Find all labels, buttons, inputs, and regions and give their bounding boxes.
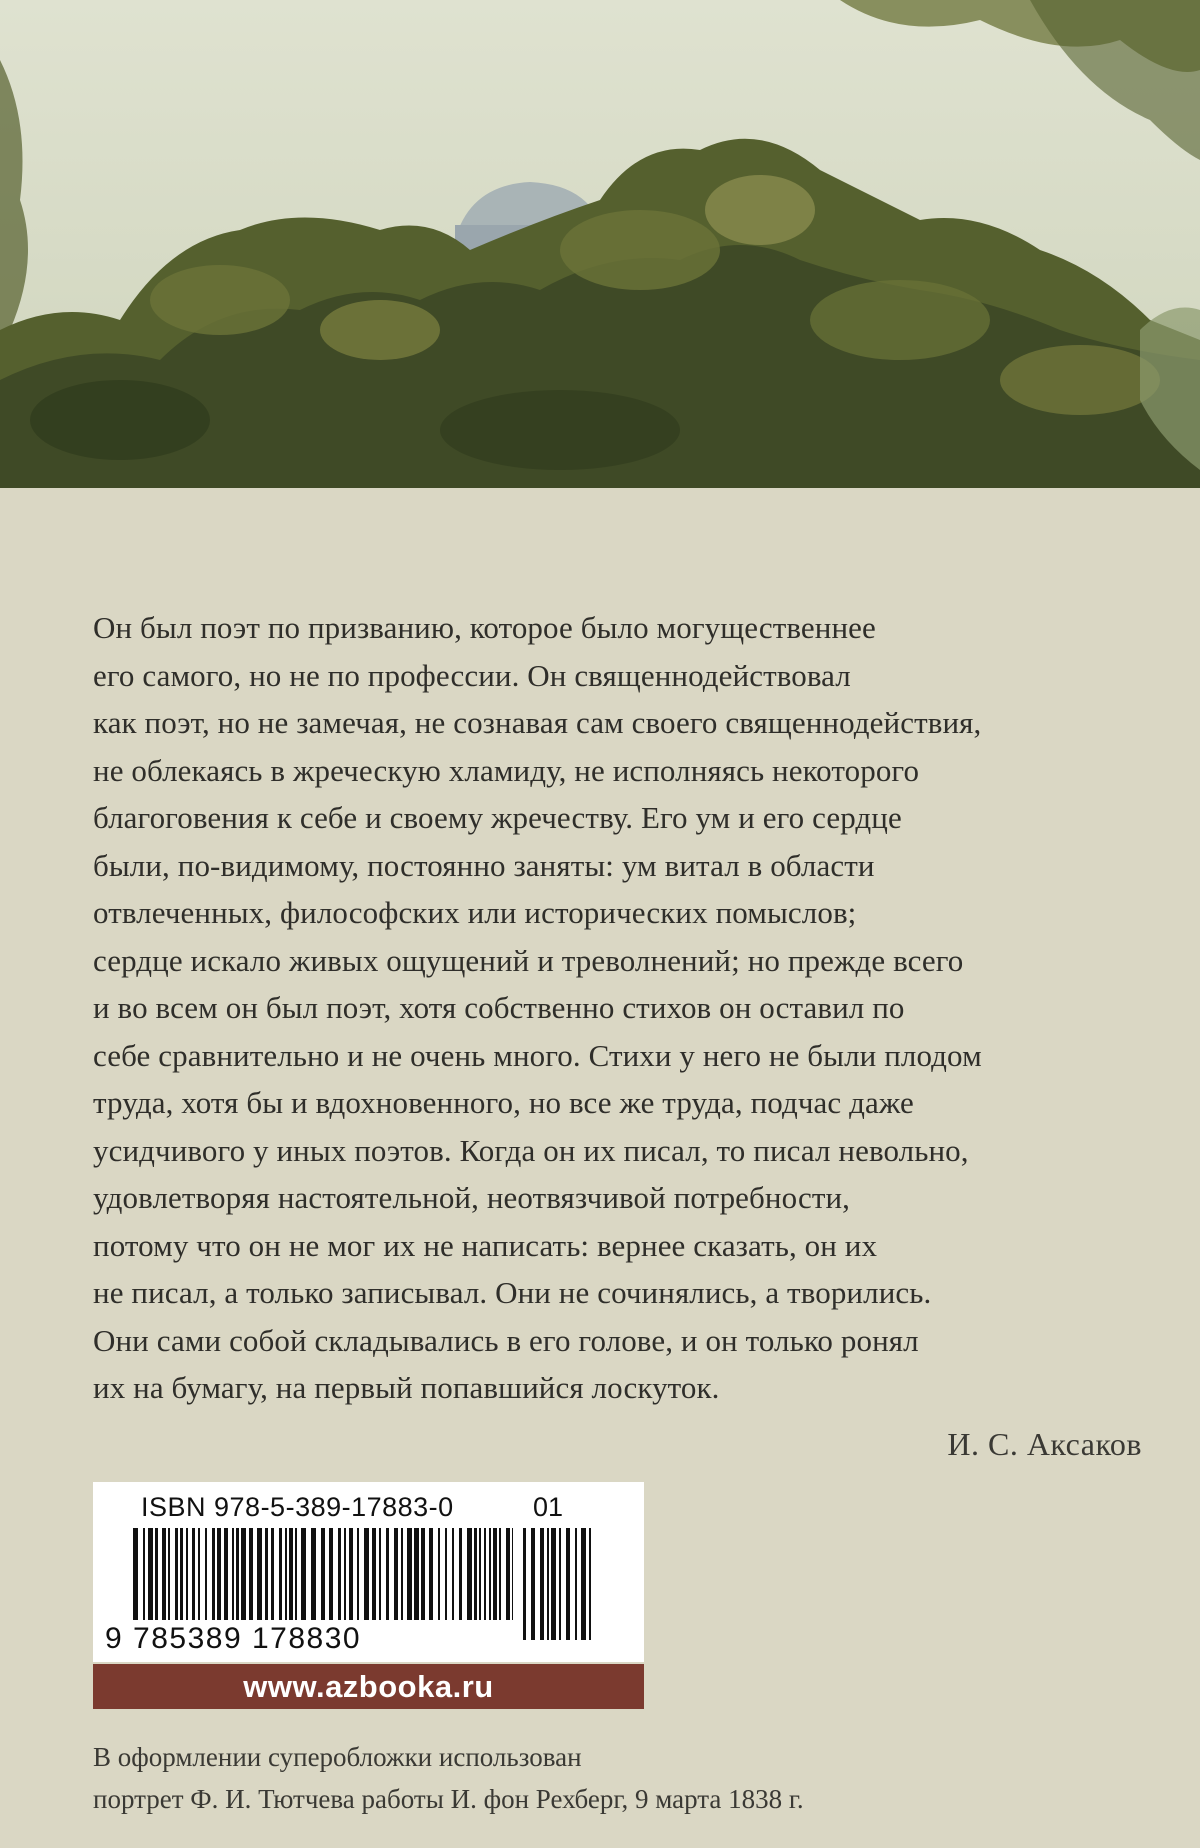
quote-line: удовлетворяя настоятельной, неотвязчивой потребности, — [93, 1180, 851, 1215]
quote-line: его самого, но не по профессии. Он священнодействовал — [93, 657, 851, 693]
quote-line: не облекаясь в жреческую хламиду, не исполняясь некоторого — [93, 752, 920, 788]
barcode-bar — [551, 1528, 556, 1640]
barcode-bar — [386, 1528, 389, 1620]
quote-line: как поэт, но не замечая, не сознавая сам своего священнодействия, — [93, 705, 982, 740]
credit-line: портрет Ф. И. Тютчева работы И. фон Рехберг, 9 марта 1838 г. — [93, 1784, 804, 1814]
barcode-bar — [249, 1528, 253, 1620]
barcode-bar — [581, 1528, 586, 1640]
barcode-bar — [493, 1528, 497, 1620]
barcode-bar — [575, 1528, 577, 1640]
barcode-bar — [175, 1528, 178, 1620]
barcode-bar — [372, 1528, 376, 1620]
isbn-addon-label: 01 — [533, 1492, 564, 1522]
quote-line: благоговения к себе и своему жречеству. Его ум и его сердце — [93, 800, 902, 835]
barcode-bar — [143, 1528, 145, 1620]
barcode-bar — [217, 1528, 221, 1620]
cover-credit — [93, 1736, 804, 1820]
barcode-bar — [438, 1528, 440, 1620]
quote-line: усидчивого у иных поэтов. Когда он их писал, то писал невольно, — [93, 1132, 969, 1168]
barcode-bar — [394, 1528, 398, 1620]
barcode-bar — [186, 1528, 188, 1620]
barcode-bar — [429, 1528, 433, 1620]
barcode-bar — [148, 1528, 153, 1620]
quote-line: потому что он не мог их не написать: вернее сказать, он их — [93, 1227, 878, 1263]
barcode-bar — [540, 1528, 544, 1640]
isbn-label: ISBN 978-5-389-17883-0 — [141, 1492, 454, 1522]
cover-landscape-painting — [0, 0, 1200, 488]
barcode-bar — [589, 1528, 591, 1640]
barcode-bar — [295, 1528, 297, 1620]
barcode-bar — [133, 1528, 138, 1620]
barcode-bar — [338, 1528, 341, 1620]
quote-line: не писал, а только записывал. Они не сочинялись, а творились. — [93, 1275, 932, 1310]
barcode-bar — [479, 1528, 481, 1620]
barcode-bar — [531, 1528, 535, 1640]
barcode-bar — [452, 1528, 454, 1620]
quote-line: их на бумагу, на первый попавшийся лоскуток. — [93, 1370, 720, 1405]
barcode-bar — [379, 1528, 381, 1620]
barcode-bar — [289, 1528, 293, 1620]
barcode-bar — [271, 1528, 274, 1620]
barcode-bar — [467, 1528, 472, 1620]
barcode-bar — [321, 1528, 325, 1620]
barcode-addon-bars — [523, 1528, 613, 1640]
quote-author: И. С. Аксаков — [947, 1426, 1142, 1462]
barcode-bar — [523, 1528, 526, 1640]
barcode-bar — [357, 1528, 359, 1620]
barcode-bar — [301, 1528, 306, 1620]
barcode-bar — [547, 1528, 549, 1640]
quote-line: сердце искало живых ощущений и треволнений; но прежде всего — [93, 942, 964, 978]
quote-line: себе сравнительно и не очень много. Стихи у него не были плодом — [93, 1037, 982, 1073]
barcode-bar — [155, 1528, 158, 1620]
barcode-bar — [364, 1528, 369, 1620]
barcode-bars — [133, 1528, 513, 1620]
barcode-bar — [311, 1528, 316, 1620]
barcode-bar — [232, 1528, 234, 1620]
barcode-bar — [421, 1528, 425, 1620]
quote-line: Он был поэт по призванию, которое было могущественнее — [93, 610, 876, 645]
publisher-website-link[interactable]: www.azbooka.ru — [93, 1664, 644, 1709]
barcode-bar — [484, 1528, 486, 1620]
barcode-bar — [192, 1528, 195, 1620]
quote-line: были, по-видимому, постоянно заняты: ум витал в области — [93, 847, 875, 883]
credit-line: В оформлении суперобложки использован — [93, 1742, 582, 1772]
barcode-bar — [566, 1528, 570, 1640]
barcode-bar — [224, 1528, 228, 1620]
quote-line: труда, хотя бы и вдохновенного, но все же труда, подчас даже — [93, 1085, 914, 1120]
barcode-bar — [241, 1528, 246, 1620]
barcode-bar — [168, 1528, 170, 1620]
barcode-bar — [205, 1528, 207, 1620]
barcode-bar — [236, 1528, 239, 1620]
barcode-bar — [559, 1528, 561, 1640]
barcode-bar — [414, 1528, 419, 1620]
barcode-digits: 9 785389 178830 — [105, 1622, 362, 1655]
barcode-bar — [407, 1528, 412, 1620]
barcode-bar — [512, 1528, 513, 1620]
barcode-bar — [445, 1528, 447, 1620]
barcode-bar — [344, 1528, 346, 1620]
barcode-bar — [329, 1528, 333, 1620]
quote-block — [93, 604, 1143, 1412]
quote-line: и во всем он был поэт, хотя собственно стихов он оставил по — [93, 990, 905, 1025]
barcode-bar — [257, 1528, 262, 1620]
barcode-bar — [499, 1528, 501, 1620]
quote-line: отвлеченных, философских или исторических помыслов; — [93, 895, 857, 930]
barcode-bar — [489, 1528, 491, 1620]
barcode-bar — [285, 1528, 287, 1620]
barcode-bar — [401, 1528, 403, 1620]
barcode-bar — [474, 1528, 477, 1620]
barcode-bar — [506, 1528, 510, 1620]
barcode-bar — [162, 1528, 166, 1620]
barcode-bar — [212, 1528, 215, 1620]
barcode-bar — [349, 1528, 353, 1620]
barcode-bar — [279, 1528, 282, 1620]
barcode-bar — [180, 1528, 183, 1620]
quote-line: Они сами собой складывались в его голове, и он только ронял — [93, 1322, 919, 1358]
barcode-bar — [265, 1528, 268, 1620]
barcode-bar — [459, 1528, 462, 1620]
isbn-barcode — [93, 1482, 644, 1662]
barcode-bar — [198, 1528, 200, 1620]
